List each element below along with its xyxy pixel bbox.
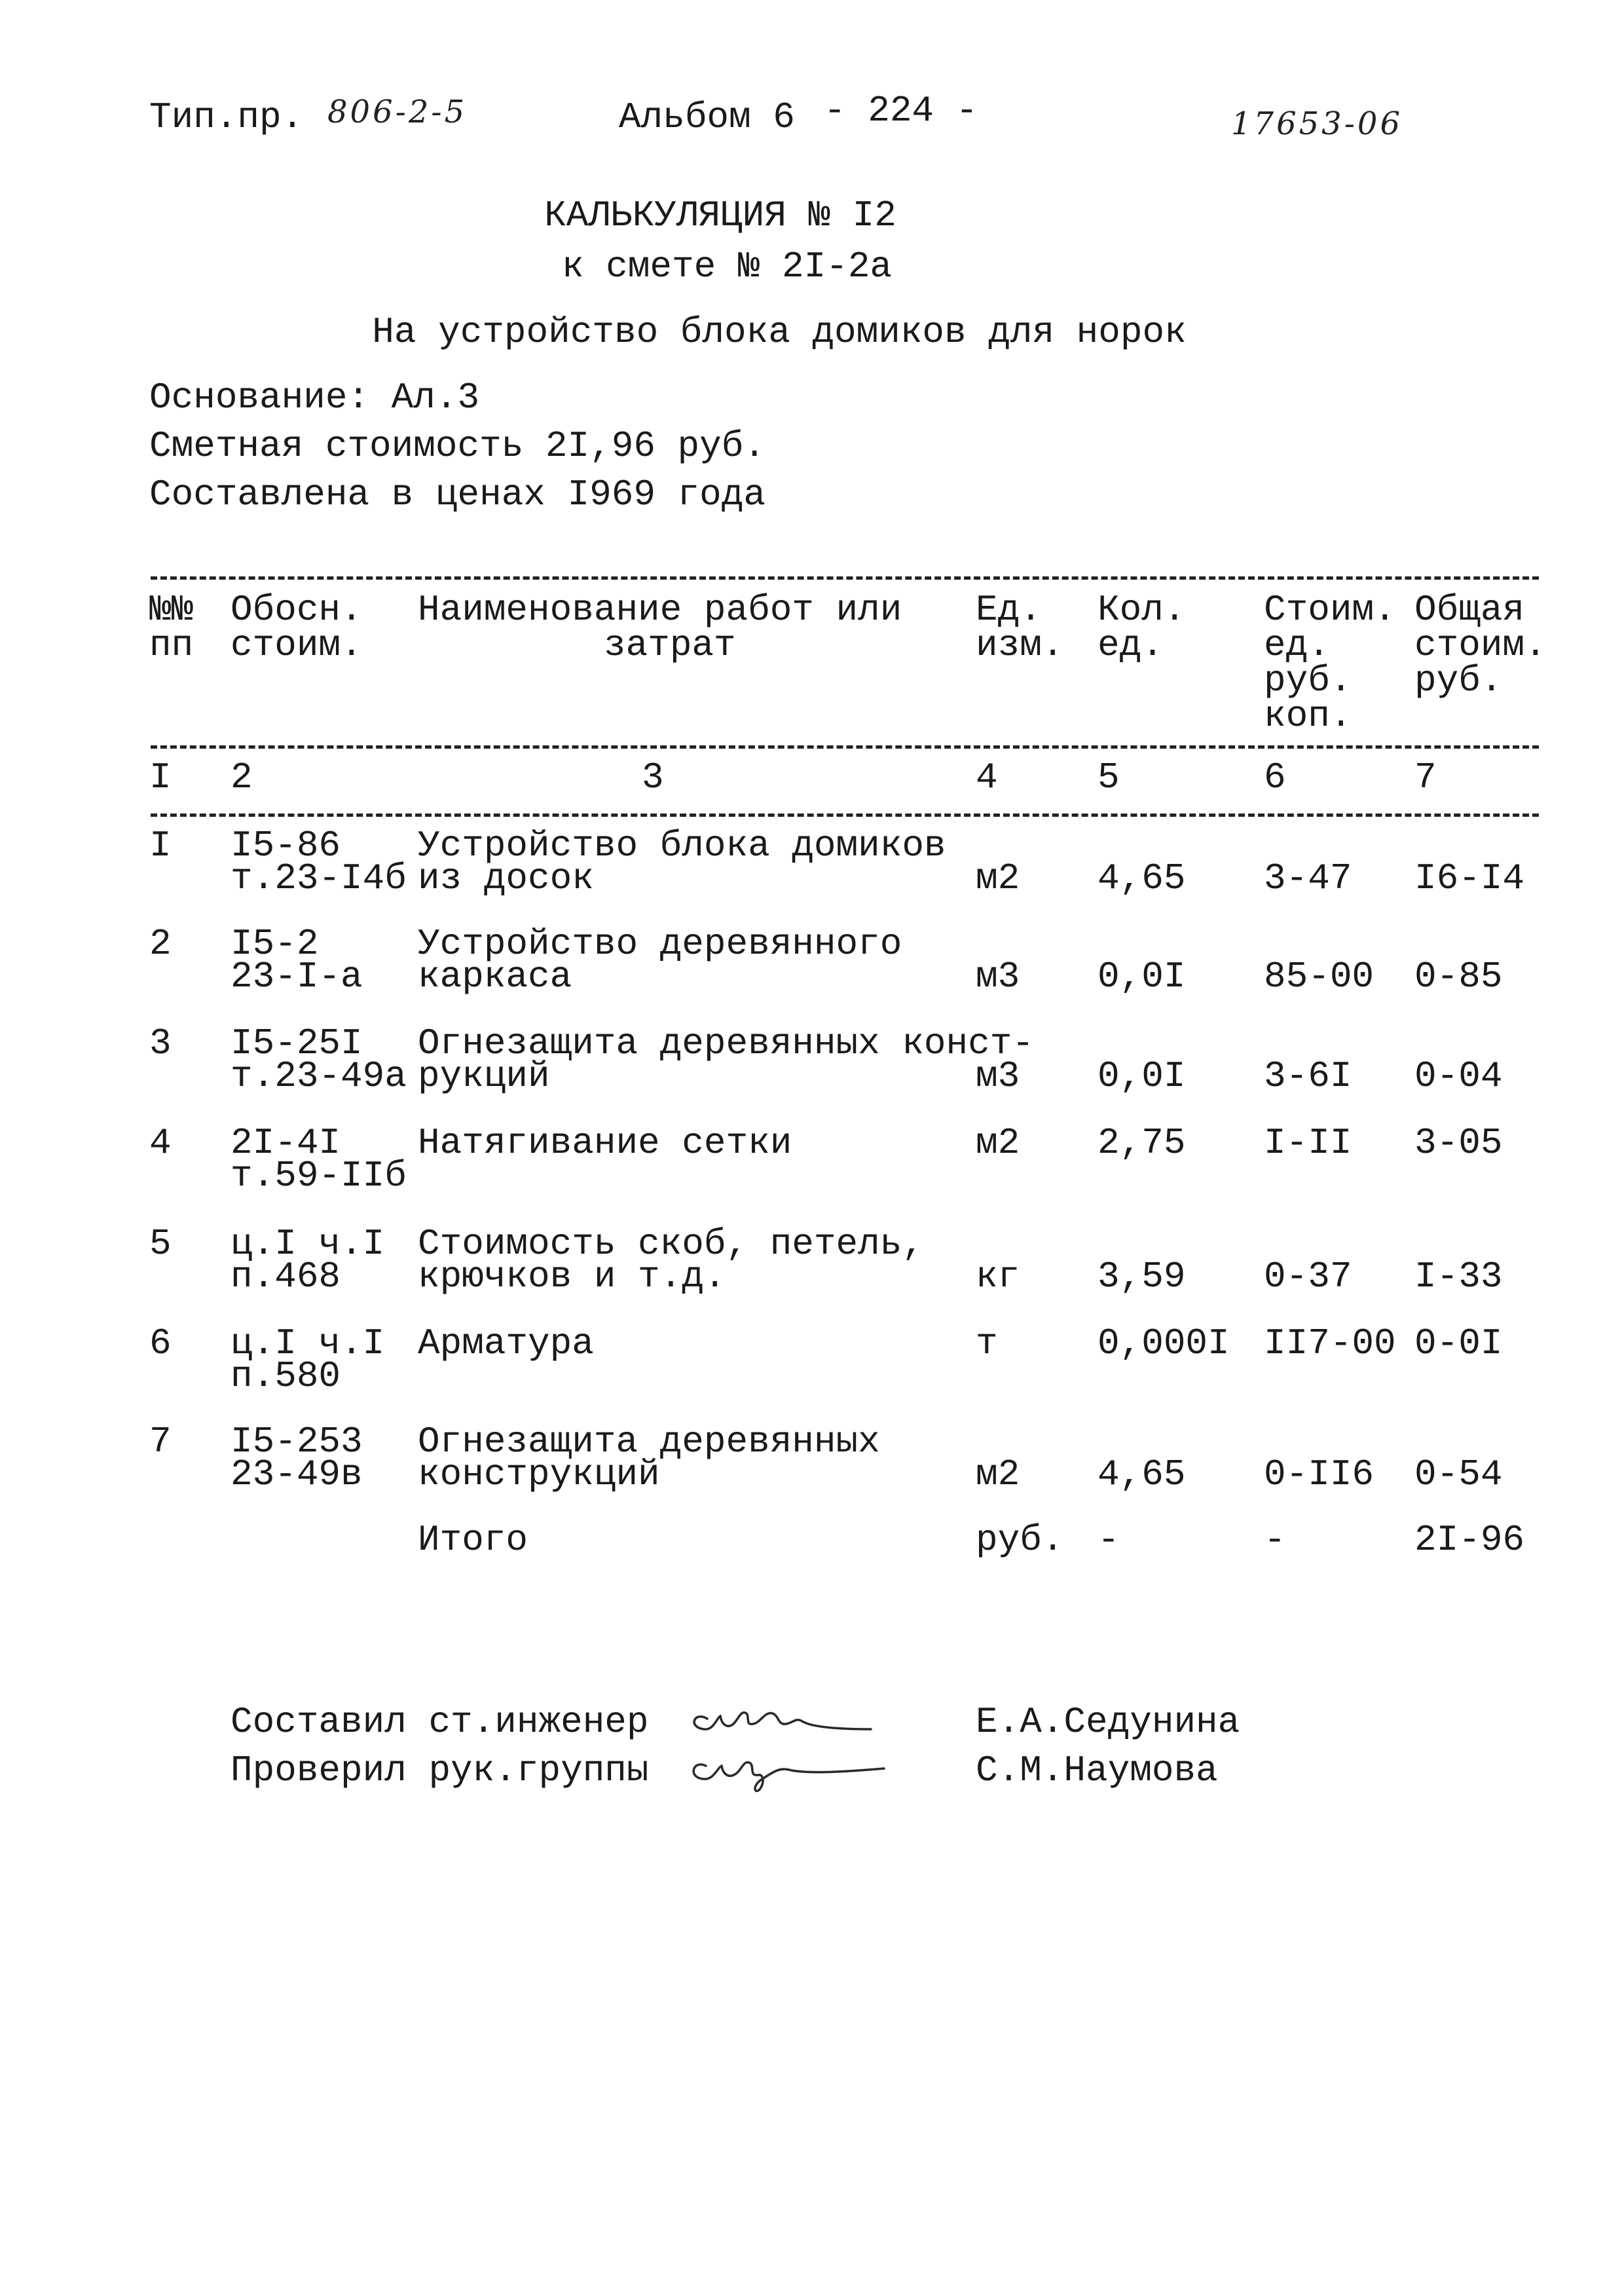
row-name-l1: Устройство деревянного <box>418 923 902 965</box>
row-name-l1: Огнезащита деревянных конст- <box>418 1022 1034 1064</box>
row-name-l1: Стоимость скоб, петель, <box>418 1223 924 1265</box>
row-total: 0-54 <box>1414 1453 1503 1495</box>
header-unit-cost-l3: руб. <box>1264 660 1352 701</box>
header-page-number: - 224 - <box>824 90 978 132</box>
header-unit-l1: Ед. <box>976 589 1042 631</box>
header-project-number: 806-2-5 <box>327 94 468 130</box>
row-basis-l1: ц.I ч.I <box>231 1223 385 1265</box>
row-unit: м2 <box>976 857 1020 899</box>
row-total: 0-0I <box>1414 1322 1503 1364</box>
row-total: I6-I4 <box>1414 857 1525 899</box>
column-number-7: 7 <box>1414 757 1437 798</box>
row-qty: 0,000I <box>1098 1322 1230 1364</box>
total-unit-cost: - <box>1264 1519 1286 1561</box>
header-name-l1: Наименование работ или <box>418 589 902 631</box>
header-basis-l2: стоим. <box>231 624 363 666</box>
header-name-l2: затрат <box>604 624 736 666</box>
row-unit: м3 <box>976 1055 1020 1097</box>
total-unit: руб. <box>976 1519 1064 1561</box>
row-number: 3 <box>149 1022 172 1064</box>
header-total-l3: руб. <box>1414 660 1503 701</box>
total-sum: 2I-96 <box>1414 1519 1525 1561</box>
row-unit: м2 <box>976 1122 1020 1164</box>
checked-by-label: Проверил рук.группы <box>231 1749 649 1791</box>
header-unit-l2: изм. <box>976 624 1064 666</box>
row-name-l2: крючков и т.д. <box>418 1256 726 1298</box>
total-label: Итого <box>418 1519 528 1561</box>
table-top-rule <box>151 576 1539 580</box>
row-basis-l2: т.23-49а <box>231 1055 407 1097</box>
row-qty: 2,75 <box>1098 1122 1186 1164</box>
row-basis-l1: I5-2 <box>231 923 319 965</box>
info-basis: Основание: Ал.3 <box>149 377 480 419</box>
compiled-by-name: Е.А.Седунина <box>976 1701 1240 1743</box>
row-qty: 0,0I <box>1098 1055 1186 1097</box>
row-number: 4 <box>149 1122 172 1164</box>
column-number-1: I <box>149 757 172 798</box>
header-inventory-number: 17653-06 <box>1231 105 1403 142</box>
header-unit-cost-l1: Стоим. <box>1264 589 1396 631</box>
row-basis-l1: 2I-4I <box>231 1122 341 1164</box>
row-number: 5 <box>149 1223 172 1265</box>
header-num-l1: №№ <box>149 589 194 631</box>
title-subject: На устройство блока домиков для норок <box>372 311 1187 353</box>
row-unit-cost: 3-6I <box>1264 1055 1352 1097</box>
row-total: 0-04 <box>1414 1055 1503 1097</box>
row-name-l2: рукций <box>418 1055 550 1097</box>
row-unit-cost: I-II <box>1264 1122 1352 1164</box>
checked-signature-icon <box>681 1740 891 1799</box>
row-total: I-33 <box>1414 1256 1503 1298</box>
total-qty: - <box>1098 1519 1120 1561</box>
row-name-l2: из досок <box>418 857 594 899</box>
header-total-l1: Общая <box>1414 589 1525 631</box>
column-number-2: 2 <box>231 757 253 798</box>
row-basis-l1: I5-25I <box>231 1022 363 1064</box>
row-basis-l2: п.468 <box>231 1256 341 1298</box>
row-basis-l2: п.580 <box>231 1355 341 1397</box>
row-qty: 0,0I <box>1098 956 1186 998</box>
row-qty: 3,59 <box>1098 1256 1186 1298</box>
row-name-l2: конструкций <box>418 1453 660 1495</box>
column-number-5: 5 <box>1098 757 1120 798</box>
row-basis-l2: 23-49в <box>231 1453 363 1495</box>
row-unit-cost: 0-37 <box>1264 1256 1352 1298</box>
row-unit-cost: 3-47 <box>1264 857 1352 899</box>
row-name-l1: Арматура <box>418 1322 594 1364</box>
row-unit-cost: II7-00 <box>1264 1322 1396 1364</box>
row-unit-cost: 85-00 <box>1264 956 1375 998</box>
table-header-rule <box>151 745 1539 749</box>
row-number: 7 <box>149 1421 172 1463</box>
row-unit-cost: 0-II6 <box>1264 1453 1375 1495</box>
row-total: 3-05 <box>1414 1122 1503 1164</box>
row-number: 6 <box>149 1322 172 1364</box>
header-qty-l2: ед. <box>1098 624 1164 666</box>
row-qty: 4,65 <box>1098 857 1186 899</box>
row-basis-l2: 23-I-а <box>231 956 363 998</box>
compiled-signature-icon <box>681 1691 877 1744</box>
header-album: Альбом 6 <box>619 96 795 138</box>
column-number-6: 6 <box>1264 757 1286 798</box>
column-number-3: 3 <box>642 757 664 798</box>
checked-by-name: С.М.Наумова <box>976 1749 1218 1791</box>
table-columns-rule <box>151 814 1539 817</box>
row-name-l1: Устройство блока домиков <box>418 825 946 867</box>
row-total: 0-85 <box>1414 956 1503 998</box>
row-basis-l2: т.59-IIб <box>231 1155 407 1197</box>
row-number: 2 <box>149 923 172 965</box>
row-basis-l1: ц.I ч.I <box>231 1322 385 1364</box>
header-unit-cost-l2: ед. <box>1264 624 1330 666</box>
row-basis-l2: т.23-I4б <box>231 857 407 899</box>
row-number: I <box>149 825 172 867</box>
header-basis-l1: Обосн. <box>231 589 363 631</box>
header-prefix: Тип.пр. <box>149 96 304 138</box>
title-estimate-ref: к смете № 2I-2а <box>561 246 893 288</box>
row-unit: т <box>976 1322 998 1364</box>
title-calculation: КАЛЬКУЛЯЦИЯ № I2 <box>544 195 896 236</box>
info-prices: Составлена в ценах I969 года <box>149 474 766 515</box>
row-unit: кг <box>976 1256 1020 1298</box>
row-unit: м2 <box>976 1453 1020 1495</box>
header-unit-cost-l4: коп. <box>1264 695 1352 737</box>
row-name-l1: Огнезащита деревянных <box>418 1421 880 1463</box>
row-basis-l1: I5-253 <box>231 1421 363 1463</box>
header-num-l2: пп <box>149 624 194 666</box>
compiled-by-label: Составил ст.инженер <box>231 1701 649 1743</box>
info-estimated-cost: Сметная стоимость 2I,96 руб. <box>149 425 766 467</box>
row-name-l2: каркаса <box>418 956 572 998</box>
row-qty: 4,65 <box>1098 1453 1186 1495</box>
row-name-l1: Натягивание сетки <box>418 1122 792 1164</box>
row-unit: м3 <box>976 956 1020 998</box>
header-qty-l1: Кол. <box>1098 589 1186 631</box>
column-number-4: 4 <box>976 757 998 798</box>
row-basis-l1: I5-86 <box>231 825 341 867</box>
header-total-l2: стоим. <box>1414 624 1547 666</box>
